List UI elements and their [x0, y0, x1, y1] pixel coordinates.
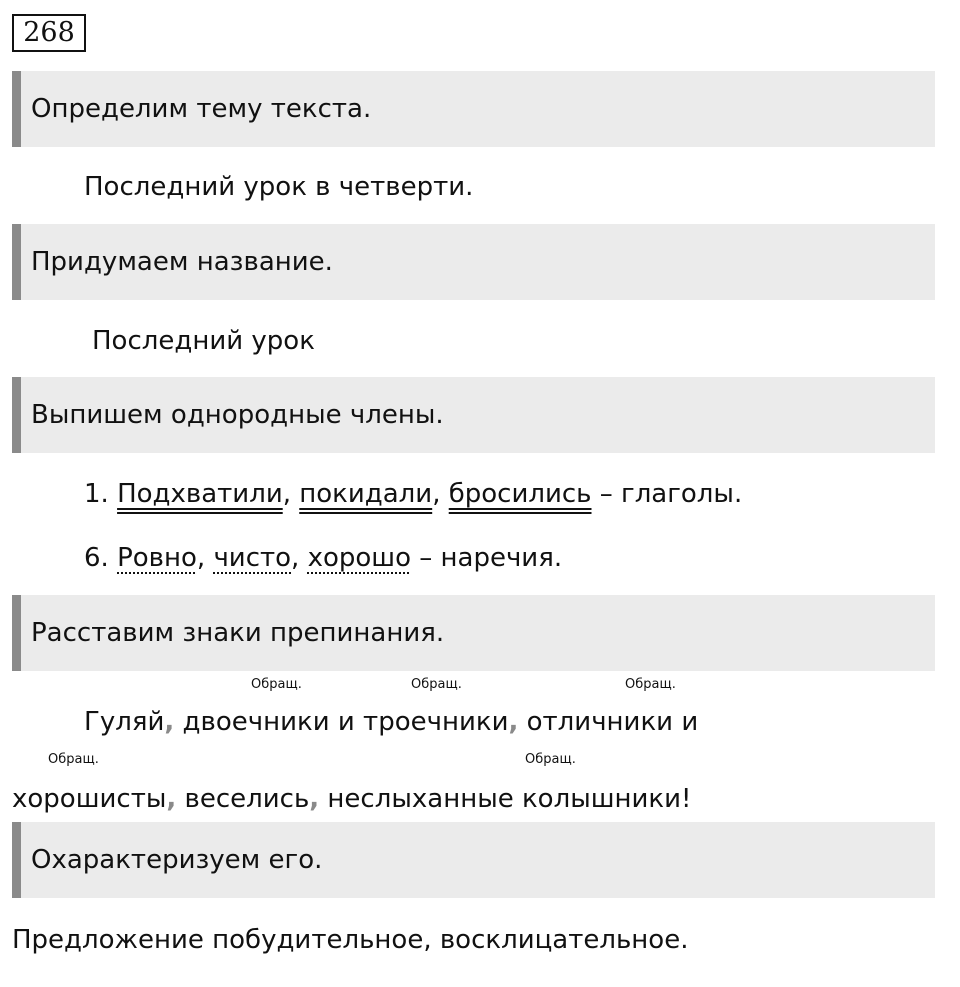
- answer-title: Последний урок: [92, 326, 315, 356]
- sentence-part: неслыханные колышники!: [319, 784, 692, 814]
- heading-bar-title: [12, 224, 935, 300]
- heading-punctuation: Расставим знаки препинания.: [31, 618, 445, 648]
- homogeneous-line-adverbs: [84, 542, 562, 574]
- heading-bar-punctuation: [12, 595, 935, 671]
- heading-title: Придумаем название.: [31, 247, 333, 277]
- sentence-part: хорошисты: [12, 784, 167, 814]
- inserted-comma: ,: [164, 707, 175, 737]
- address-note: Обращ.: [251, 677, 302, 692]
- inserted-comma: ,: [166, 784, 177, 814]
- adverb-word: чисто: [213, 543, 292, 573]
- inserted-comma: ,: [508, 707, 519, 737]
- sentence-part: веселись: [176, 784, 310, 814]
- separator: ,: [282, 479, 300, 509]
- inserted-comma: ,: [309, 784, 320, 814]
- address-note: Обращ.: [411, 677, 462, 692]
- heading-bar-characterize: [12, 822, 935, 898]
- line-suffix: – глаголы.: [591, 479, 743, 509]
- separator: ,: [196, 543, 214, 573]
- heading-homogeneous: Выпишем однородные члены.: [31, 400, 444, 430]
- sentence-line-2: [12, 783, 691, 815]
- address-note: Обращ.: [625, 677, 676, 692]
- answer-characterize: Предложение побудительное, восклицательное.: [12, 925, 689, 955]
- line-suffix: – наречия.: [410, 543, 563, 573]
- heading-bar-homogeneous: [12, 377, 935, 453]
- exercise-number: 268: [12, 14, 86, 52]
- verb-word: бросились: [448, 479, 592, 509]
- sentence-part: отличники и: [518, 707, 699, 737]
- separator: ,: [291, 543, 308, 573]
- sentence-part: Гуляй: [84, 707, 165, 737]
- heading-characterize: Охарактеризуем его.: [31, 845, 323, 875]
- address-note: Обращ.: [48, 752, 99, 767]
- adverb-word: Ровно: [117, 543, 197, 573]
- line-prefix: 1.: [84, 479, 118, 509]
- verb-word: покидали: [299, 479, 433, 509]
- verb-word: Подхватили: [117, 479, 283, 509]
- line-prefix: 6.: [84, 543, 118, 573]
- separator: ,: [432, 479, 449, 509]
- adverb-word: хорошо: [307, 543, 411, 573]
- sentence-part: двоечники и троечники: [174, 707, 509, 737]
- heading-topic: Определим тему текста.: [31, 94, 372, 124]
- homogeneous-line-verbs: [84, 478, 742, 510]
- heading-bar-topic: [12, 71, 935, 147]
- address-note: Обращ.: [525, 752, 576, 767]
- sentence-line-1: [84, 706, 698, 738]
- answer-topic: Последний урок в четверти.: [84, 172, 474, 202]
